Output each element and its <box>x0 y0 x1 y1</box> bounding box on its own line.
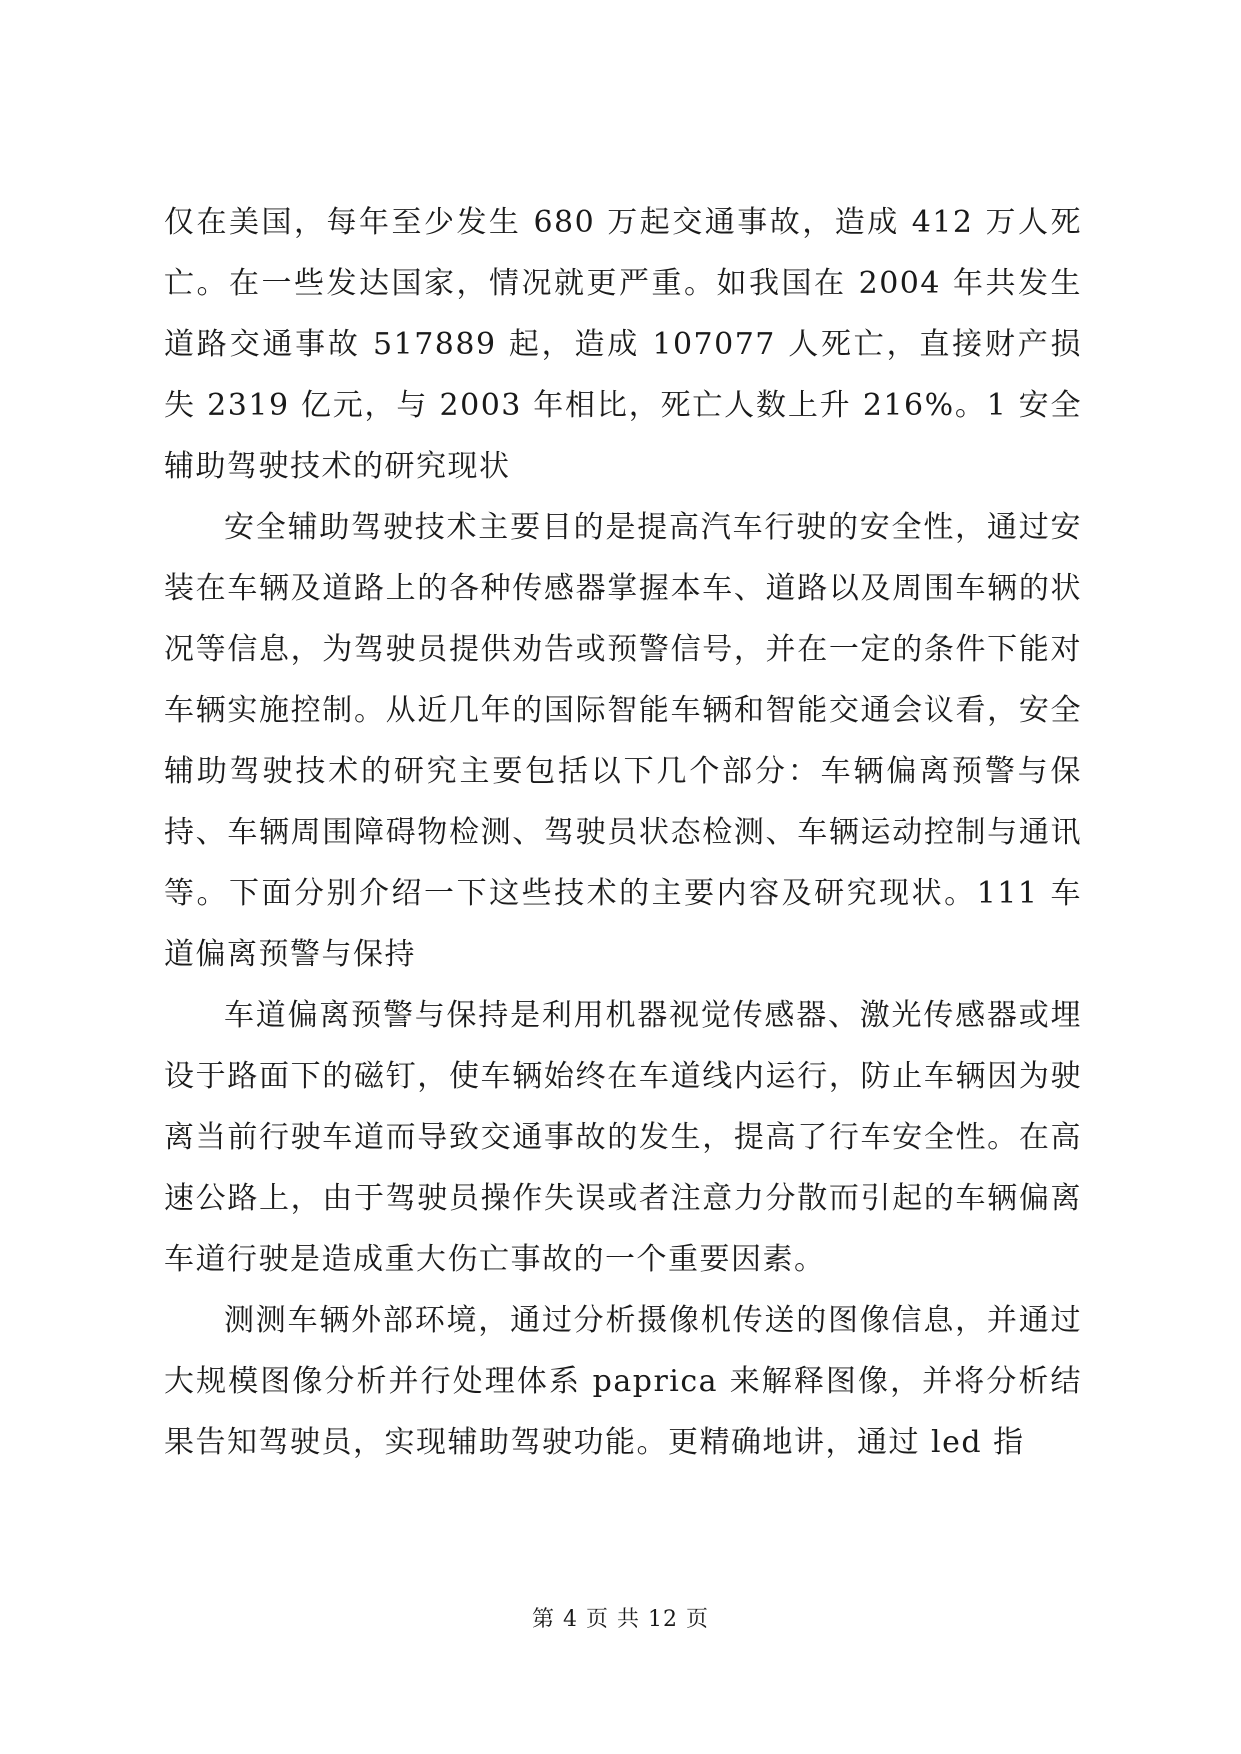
paragraph-4: 测测车辆外部环境，通过分析摄像机传送的图像信息，并通过大规模图像分析并行处理体系 paprica 来解释图像，并将分析结果告知驾驶员，实现辅助驾驶功能。更精确地讲，通过 led 指 <box>164 1303 1082 1460</box>
paragraph-3: 车道偏离预警与保持是利用机器视觉传感器、激光传感器或埋设于路面下的磁钉，使车辆始终在车道线内运行，防止车辆因为驶离当前行驶车道而导致交通事故的发生，提高了行车安全性。在高速公路上，由于驾驶员操作失误或者注意力分散而引起的车辆偏离车道行驶是造成重大伤亡事故的一个重要因素。 <box>164 998 1082 1277</box>
paragraph-2: 安全辅助驾驶技术主要目的是提高汽车行驶的安全性，通过安装在车辆及道路上的各种传感器掌握本车、道路以及周围车辆的状况等信息，为驾驶员提供劝告或预警信号，并在一定的条件下能对车辆实施控制。从近几年的国际智能车辆和智能交通会议看，安全辅助驾驶技术的研究主要包括以下几个部分：车辆偏离预警与保持、车辆周围障碍物检测、驾驶员状态检测、车辆运动控制与通讯等。下面分别介绍一下这些技术的主要内容及研究现状。111 车道偏离预警与保持 <box>164 510 1082 972</box>
paragraph-1: 仅在美国，每年至少发生 680 万起交通事故，造成 412 万人死亡。在一些发达国家，情况就更严重。如我国在 2004 年共发生道路交通事故 517889 起，造成 107077 人死亡，直接财产损失 2319 亿元，与 2003 年相比，死亡人数上升 216%。1 安全辅助驾驶技术的研究现状 <box>164 205 1082 484</box>
page-body <box>164 192 1082 1473</box>
page-number-footer: 第 4 页 共 12 页 <box>532 1607 709 1632</box>
